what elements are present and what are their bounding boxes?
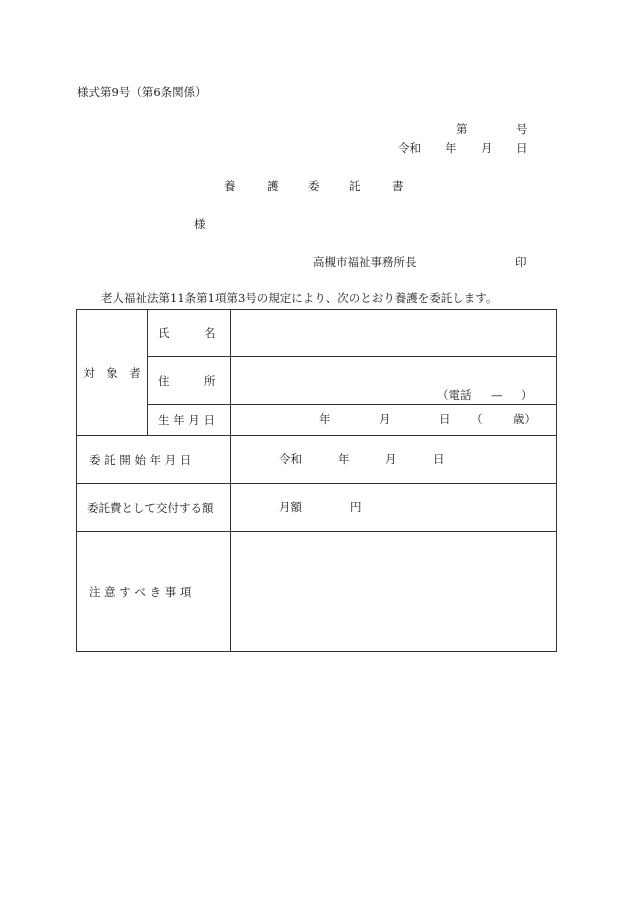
date-reiwa: 令和 xyxy=(398,141,421,155)
start-nen: 年 xyxy=(338,452,350,466)
start-reiwa: 令和 xyxy=(279,452,302,466)
statement: 老人福祉法第11条第1項第3号の規定により、次のとおり養護を委託します。 xyxy=(101,291,498,305)
start-label: 委 託 開 始 年 月 日 xyxy=(89,452,192,467)
address-label-cell xyxy=(148,357,231,405)
address-value-cell[interactable] xyxy=(231,357,557,405)
date-tsuki: 月 xyxy=(481,141,493,155)
row-name xyxy=(77,310,557,357)
dob-sai: 歳） xyxy=(513,412,536,426)
name-label-cell xyxy=(148,310,231,357)
dob-hi: 日 xyxy=(439,412,451,426)
dob-open: （ xyxy=(471,412,483,426)
name-value-cell[interactable] xyxy=(231,310,557,357)
consignment-table xyxy=(76,309,557,652)
row-start-date xyxy=(77,436,557,484)
ref-go: 号 xyxy=(516,122,528,136)
title-char-3: 委 xyxy=(308,179,320,193)
date-hi: 日 xyxy=(516,141,528,155)
seal-mark: 印 xyxy=(515,255,527,269)
fee-label: 委託費として交付する額 xyxy=(87,500,214,515)
notes-value-cell[interactable] xyxy=(231,532,557,652)
subject-label: 対 象 者 xyxy=(83,365,141,380)
form-number: 様式第9号（第6条関係） xyxy=(77,85,207,99)
fee-getsugaku: 月額 xyxy=(279,500,302,514)
start-hi: 日 xyxy=(433,452,445,466)
title-char-5: 書 xyxy=(392,179,404,193)
dob-label: 生 年 月 日 xyxy=(158,413,215,427)
row-dob xyxy=(77,405,557,436)
title-char-4: 託 xyxy=(349,179,361,193)
title-char-2: 護 xyxy=(267,179,279,193)
recipient-suffix: 様 xyxy=(194,217,206,231)
ref-dai: 第 xyxy=(456,122,468,136)
start-label-cell xyxy=(77,436,231,484)
name-label: 氏 名 xyxy=(158,326,216,340)
issuer: 高槻市福祉事務所長 xyxy=(313,255,417,269)
row-notes xyxy=(77,532,557,652)
phone-open: （電話 xyxy=(437,388,472,402)
row-address xyxy=(77,357,557,405)
phone-close: ） xyxy=(521,388,533,402)
phone-dash: — xyxy=(491,388,503,402)
fee-value-cell[interactable] xyxy=(231,484,557,532)
dob-label-cell xyxy=(148,405,231,436)
dob-nen: 年 xyxy=(319,412,331,426)
subject-label-cell xyxy=(77,310,148,436)
row-fee xyxy=(77,484,557,532)
fee-label-cell xyxy=(77,484,231,532)
start-tsuki: 月 xyxy=(385,452,397,466)
dob-tsuki: 月 xyxy=(379,412,391,426)
title-char-1: 養 xyxy=(224,179,236,193)
dob-value-cell[interactable] xyxy=(231,405,557,436)
start-value-cell[interactable] xyxy=(231,436,557,484)
notes-label-cell xyxy=(77,532,231,652)
date-nen: 年 xyxy=(445,141,457,155)
fee-yen: 円 xyxy=(350,500,362,514)
address-label: 住 所 xyxy=(158,373,216,388)
notes-label: 注 意 す べ き 事 項 xyxy=(89,584,192,599)
